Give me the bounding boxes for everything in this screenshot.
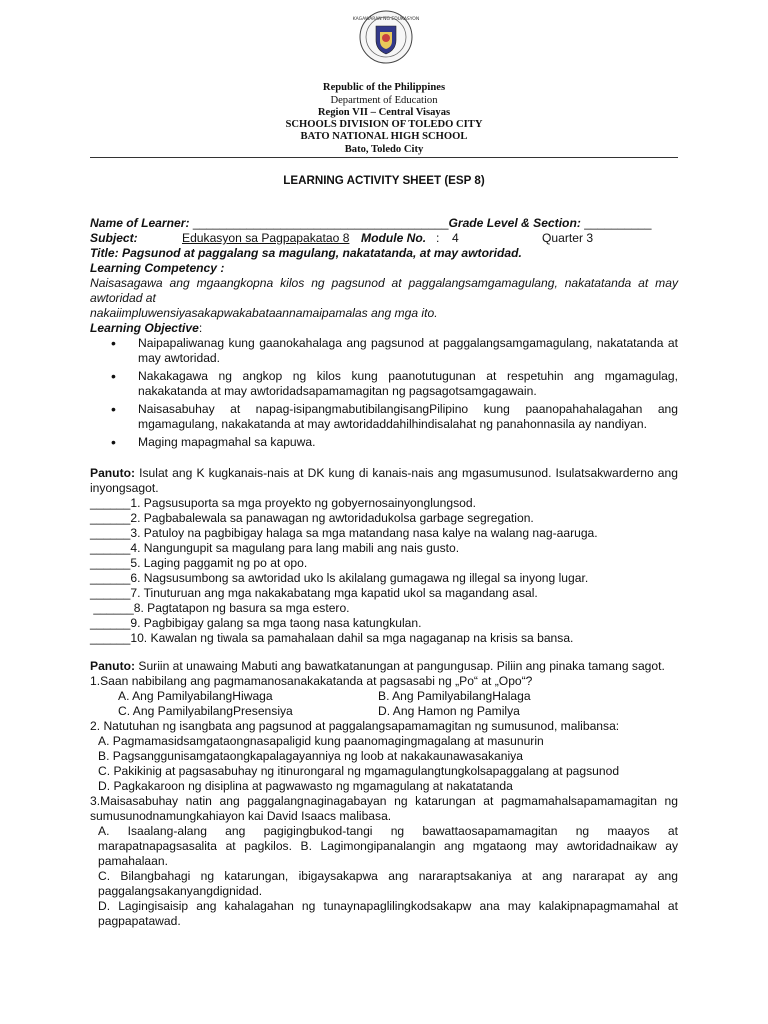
sheet-title: LEARNING ACTIVITY SHEET (ESP 8) bbox=[283, 174, 485, 187]
option: C. Pakikinig at pagsasabuhay ng itinurongaral ng mgamagulangtungkolsapaggalang at pagsunod bbox=[98, 764, 620, 778]
name-blank: ______________________________________ bbox=[192, 216, 449, 230]
panuto-2 bbox=[90, 659, 678, 674]
module-value: 4 bbox=[452, 231, 459, 245]
list-item: ______5. Laging paggamit ng po at opo. bbox=[90, 556, 308, 570]
panuto-2-text: Suriin at unawaing Mabuti ang bawatkatanungan at pangungusap. Piliin ang pinaka tamang sagot. bbox=[138, 659, 665, 673]
option: A. Isaalang-alang ang pagigingbukod-tangi ng bawattaosapamamagitan ng maayos at marapatnapagsasalita at pagkilos. B. Lagimongipanalangin ang mgataong may awtoridadnaikaw ay pamahalaan. bbox=[98, 824, 678, 868]
panuto-1-items bbox=[90, 496, 678, 646]
header-divider bbox=[90, 157, 678, 158]
quarter-label: Quarter 3 bbox=[542, 231, 594, 245]
question-1: 1.Saan nabibilang ang pagmamanosanakakatanda at pagsasabi ng „Po“ at „Opo“? bbox=[90, 674, 533, 688]
panuto-1 bbox=[90, 466, 678, 496]
objectives-list bbox=[90, 336, 678, 450]
option: C. Bilangbahagi ng katarungan, ibigaysakapwa ang nararaptsakaniya at ang nararapat ay ang paggalangsakanyangdignidad. bbox=[98, 869, 678, 898]
option: D. Pagkakaroon ng disiplina at pagwawasto ng mgamagulang at nakatatanda bbox=[98, 779, 513, 793]
option: A. Pagmamasidsamgataongnasapaligid kung paanomagingmagalang at masunurin bbox=[98, 734, 544, 748]
option: D. Lagingisaisip ang kahalagahan ng tunaynapaglilingkodsakapw ana may kalakipnapagmamahal at pagpapatawad. bbox=[98, 899, 678, 928]
option: A. Ang PamilyabilangHiwaga bbox=[118, 689, 273, 703]
panuto-2-label: Panuto: bbox=[90, 659, 136, 673]
competency-text: Naisasagawa ang mgaangkopna kilos ng pagsunod at paggalangsamgamagulang, nakatatanda at may awtoridad at bbox=[90, 276, 678, 305]
list-item: ______3. Patuloy na pagbibigay halaga sa mga matandang nasa kalye na walang nag-aaruga. bbox=[90, 526, 598, 540]
sheet-content: Name of Learner: ______________________________________Grade Level & Section: __________ Subject: Edukasyon sa Pagpapakatao 8 Module No. : 4 Quarter 3 Title: Pagsunod at paggalang sa magulang, nakatatanda, at may awtoridad. Learning Competency : Naisasagawa ang mgaangkopna kilos ng pagsunod at paggalangsamgamagulang, nakatatanda at may awtoridad at nakaiimpluwensiyasakapwakabataannamaipamalas ang mga ito. Learning Objective: • Naipapaliwanag kung gaanokahalaga ang pagsunod at paggalangsamgamagulang, nakatatanda at may awtoridad. • Nakakagawa ng angkop ng kilos kung paanotutugunan at respetuhin ang mgamagulag, nakakatanda at may awtoridadsapamamagitan ng pagsagotsamgagawain. • Naisasabuhay at napag-isipangmabutibilangisangPilipino kung paanopahahalagahan ang mgamagulang, nakakatanda at may awtoridaddahilhindisalahat ng panahonnasila ay nandiyan. • Maging mapagmahal sa kapuwa. Panuto: Isulat ang K kugkanais-nais at DK kung di kanais-nais ang mgasumusunod. Isulatsakwarderno ang inyongsagot. ______1. Pagsusuporta sa mga proyekto ng gobyernosainyonglungsod. ______2. Pagbabalewala sa panawagan ng awtoridadukolsa garbage segregation. ______3. Patuloy na pagbibigay halaga sa mga matandang nasa kalye na walang nag-aaruga. ______4. Nangungupit sa magulang para lang mabili ang nais gusto. ______5. Laging paggamit ng po at opo. ______6. Nagsusumbong sa awtoridad uko ls akilalang gumagawa ng illegal sa inyong lugar. ______7. Tinuturuan ang mga nakakabatang mga kapatid ukol sa magandang asal. ______8. Pagtatapon ng basura sa mga estero. ______9. Pagbibigay galang sa mga taong nasa katungkulan. ______10. Kawalan ng tiwala sa pamahalaan dahil sa mga nagaganap na krisis sa bansa. Panuto: Suriin at unawaing Mabuti ang bawatkatanungan at pangungusap. Piliin ang pinaka tamang sagot. 1.Saan nabibilang ang pagmamanosanakakatanda at pagsasabi ng „Po“ at „Opo“? A. Ang PamilyabilangHiwaga B. Ang PamilyabilangHalaga C. Ang PamilyabilangPresensiya D. Ang Hamon ng Pamilya 2. Natutuhan ng isangbata ang pagsunod at paggalangsapamamagitan ng sumusunod, malibansa: A. Pagmamasidsamgataongnasapaligid kung paanomagingmagalang at masunurin B. Pagsanggunisamgataongkapalagayanniya ng loob at nakakaunawasakaniya C. Pakikinig at pagsasabuhay ng itinurongaral ng mgamagulangtungkolsapaggalang at pagsunod D. Pagkakaroon ng disiplina at pagwawasto ng mgamagulang at nakatatanda 3.Maisasabuhay natin ang paggalangnaginagabayan ng katarungan at pagmamahalsapamamagitan ng sumusunodnamungkahiayon kai David Isaacs malibasa. A. Isaalang-alang ang pagigingbukod-tangi ng bawattaosapamamagitan ng maayos at marapatnapagsasalita at pagkilos. B. Lagimongipanalangin ang mgataong may awtoridadnaikaw ay pamahalaan. C. Bilangbahagi ng katarungan, ibigaysakapwa ang nararaptsakaniya at ang nararapat ay ang paggalangsakanyangdignidad. D. Lagingisaisip ang kahalagahan ng tunaynapaglilingkodsakapw ana may kalakipnapagmamahal at pagpapatawad. bbox=[90, 216, 678, 929]
panuto-1-text: Isulat ang K kugkanais-nais at DK kung di kanais-nais ang mgasumusunod. Isulatsakwarderno ang inyongsagot. bbox=[90, 466, 678, 495]
question-2-options bbox=[90, 734, 678, 794]
list-item: ______7. Tinuturuan ang mga nakakabatang mga kapatid ukol sa magandang asal. bbox=[90, 586, 538, 600]
question-2: 2. Natutuhan ng isangbata ang pagsunod at paggalangsapamamagitan ng sumusunod, malibansa: bbox=[90, 719, 620, 733]
svg-text:KAGAWARAN NG EDUKASYON: KAGAWARAN NG EDUKASYON bbox=[352, 17, 420, 22]
question-3-options bbox=[90, 824, 678, 929]
lesson-title: Title: Pagsunod at paggalang sa magulang, nakatatanda, at may awtoridad. bbox=[90, 246, 522, 260]
question-1-options bbox=[90, 689, 678, 719]
competency-label: Learning Competency : bbox=[90, 261, 225, 275]
list-item: ______6. Nagsusumbong sa awtoridad uko ls akilalang gumagawa ng illegal sa inyong lugar. bbox=[90, 571, 589, 585]
header-region: Region VII – Central Visayas bbox=[317, 107, 451, 118]
header-department: Department of Education bbox=[330, 95, 438, 106]
panuto-1-label: Panuto: bbox=[90, 466, 136, 480]
list-item: ______10. Kawalan ng tiwala sa pamahalaan dahil sa mga nagaganap na krisis sa bansa. bbox=[90, 631, 574, 645]
option: C. Ang PamilyabilangPresensiya bbox=[118, 704, 293, 718]
objective-item: • Maging mapagmahal sa kapuwa. bbox=[138, 435, 678, 450]
subject-value: Edukasyon sa Pagpapakatao 8 bbox=[182, 231, 350, 245]
option: D. Ang Hamon ng Pamilya bbox=[378, 704, 520, 718]
objective-item: • Naipapaliwanag kung gaanokahalaga ang pagsunod at paggalangsamgamagulang, nakatatanda at may awtoridad. bbox=[138, 336, 678, 366]
question-3: 3.Maisasabuhay natin ang paggalangnaginagabayan ng katarungan at pagmamahalsapamamagitan ng sumusunodnamungkahiayon kai David Isaacs malibasa. bbox=[90, 794, 678, 823]
competency-text-2: nakaiimpluwensiyasakapwakabataannamaipamalas ang mga ito. bbox=[90, 306, 438, 320]
option: B. Ang PamilyabilangHalaga bbox=[378, 689, 531, 703]
subject-row: Subject: Edukasyon sa Pagpapakatao 8 Module No. : 4 Quarter 3 bbox=[90, 231, 594, 245]
header-address: Bato, Toledo City bbox=[344, 144, 424, 155]
list-item: ______4. Nangungupit sa magulang para lang mabili ang nais gusto. bbox=[90, 541, 460, 555]
objective-item: • Nakakagawa ng angkop ng kilos kung paanotutugunan at respetuhin ang mgamagulag, nakakatanda at may awtoridadsapamamagitan ng pagsagotsamgagawain. bbox=[138, 369, 678, 399]
learner-row: Name of Learner: ______________________________________Grade Level & Section: __________ bbox=[90, 216, 652, 230]
header-republic: Republic of the Philippines bbox=[322, 82, 446, 93]
subject-label: Subject: bbox=[90, 231, 138, 245]
list-item: ______1. Pagsusuporta sa mga proyekto ng gobyernosainyonglungsod. bbox=[90, 496, 476, 510]
module-label: Module No. bbox=[361, 231, 427, 245]
deped-seal-logo bbox=[352, 10, 420, 64]
list-item: ______2. Pagbabalewala sa panawagan ng awtoridadukolsa garbage segregation. bbox=[90, 511, 534, 525]
grade-blank: __________ bbox=[584, 216, 652, 230]
grade-label: Grade Level & Section bbox=[448, 216, 577, 230]
objective-label: Learning Objective bbox=[90, 321, 199, 335]
list-item: ______9. Pagbibigay galang sa mga taong nasa katungkulan. bbox=[90, 616, 422, 630]
objective-item: • Naisasabuhay at napag-isipangmabutibilangisangPilipino kung paanopahahalagahan ang mgamagulang, nakakatanda at may awtoridaddahilhindisalahat ng panahonnasila ay nandiyan. bbox=[138, 402, 678, 432]
header-school: BATO NATIONAL HIGH SCHOOL bbox=[300, 131, 468, 142]
list-item: ______8. Pagtatapon ng basura sa mga estero. bbox=[90, 601, 350, 615]
option: B. Pagsanggunisamgataongkapalagayanniya ng loob at nakakaunawasakaniya bbox=[98, 749, 523, 763]
header-division: SCHOOLS DIVISION OF TOLEDO CITY bbox=[285, 119, 483, 130]
name-label: Name of Learner bbox=[90, 216, 186, 230]
